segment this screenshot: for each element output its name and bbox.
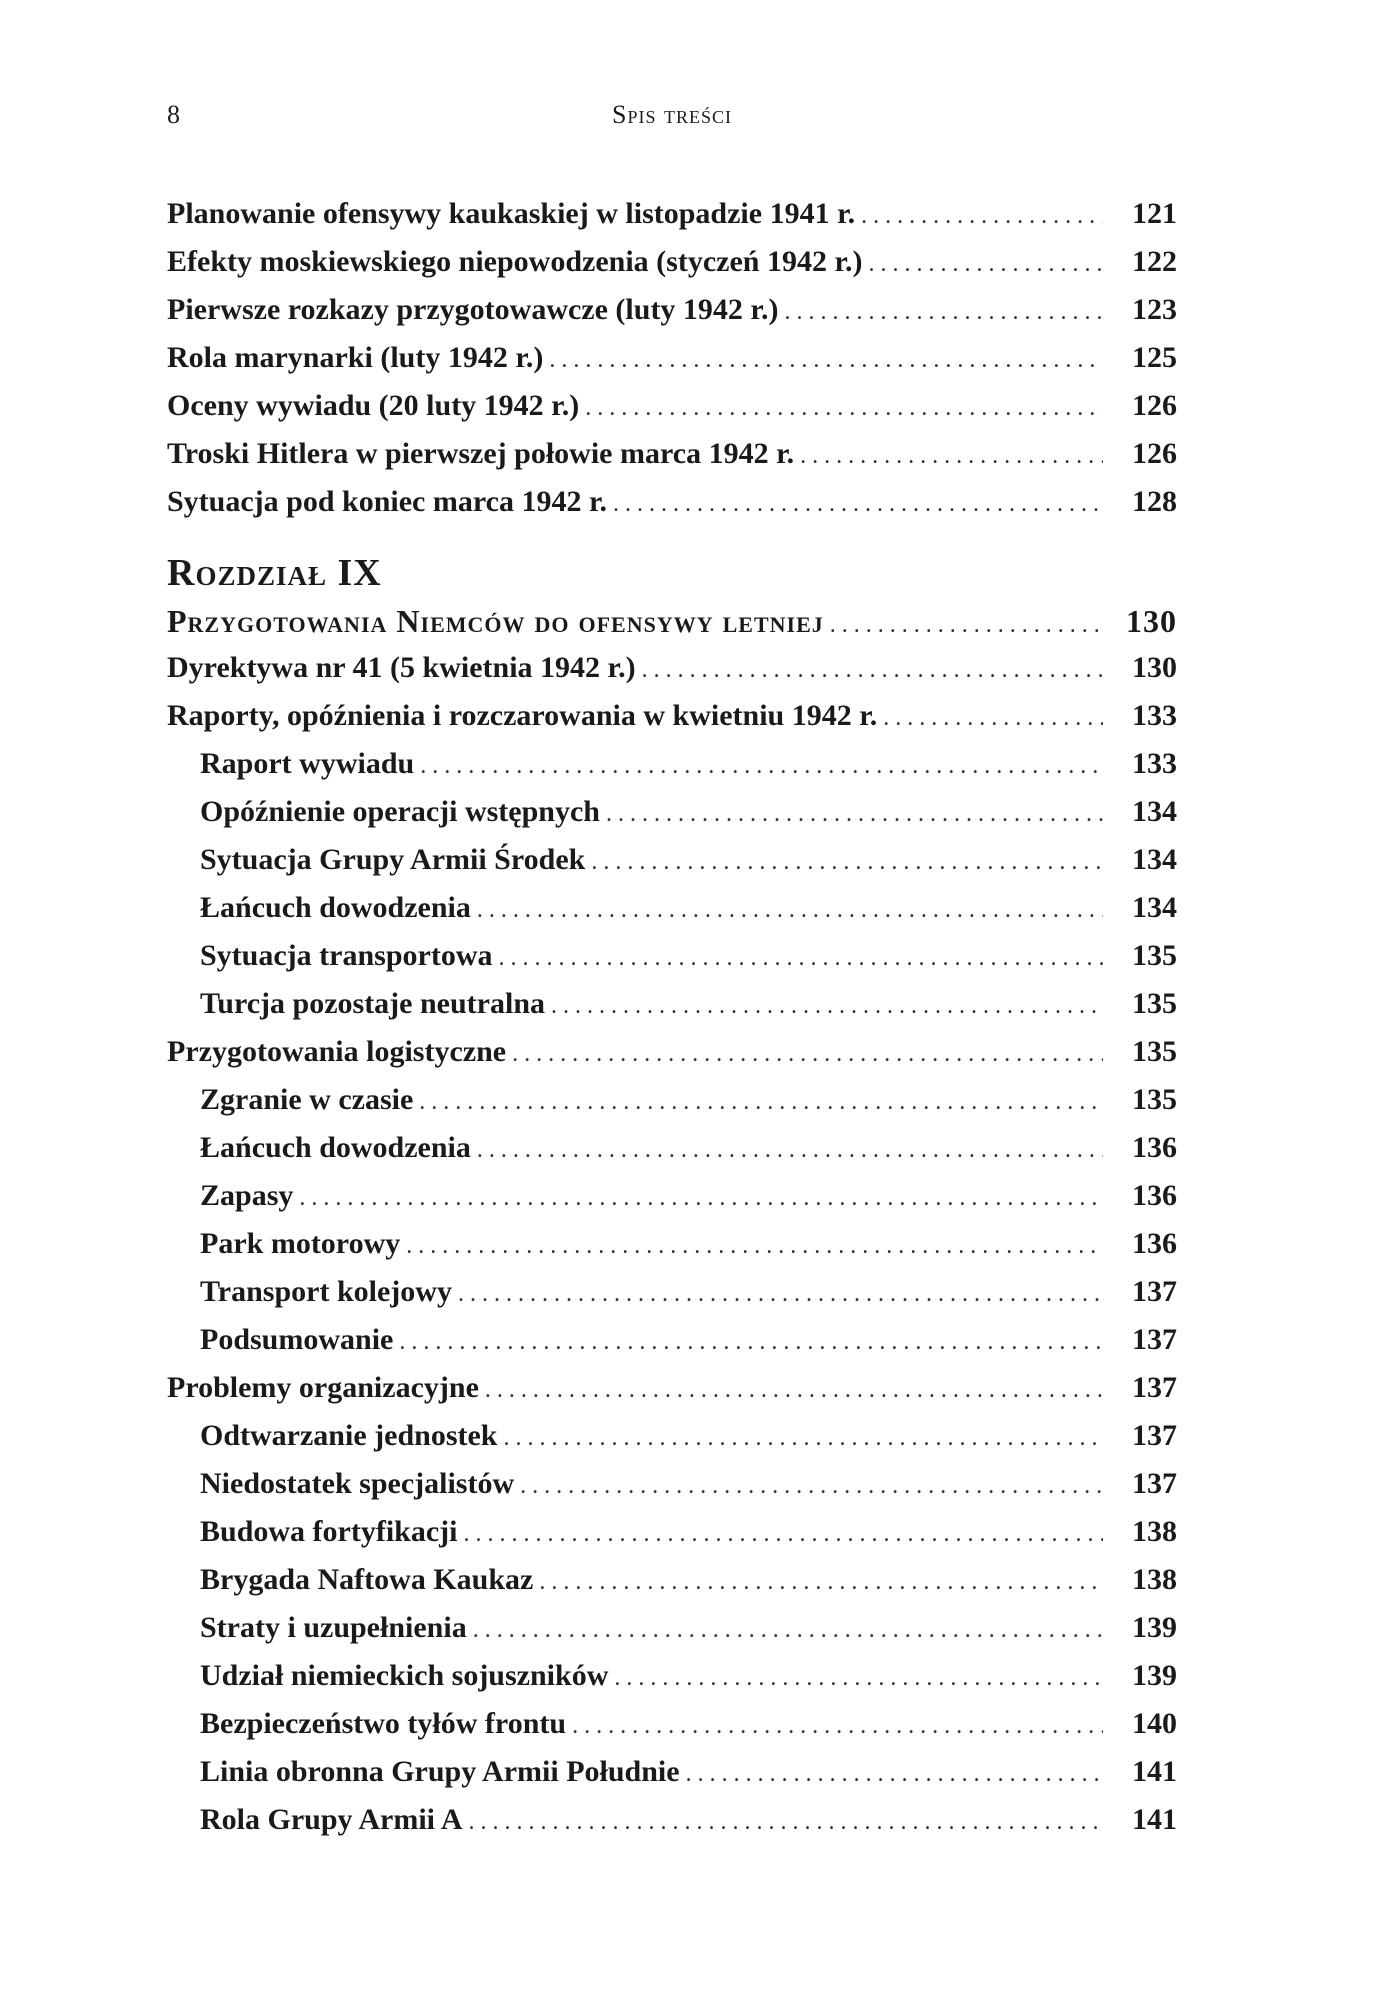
toc-entry-page: 137	[1132, 1275, 1177, 1308]
toc-subentry[interactable]	[167, 1275, 1177, 1323]
dot-leader	[869, 251, 1103, 278]
chapter-page: 130	[1126, 603, 1177, 639]
toc-entry-page: 126	[1132, 389, 1177, 422]
toc-entry[interactable]	[167, 437, 1177, 485]
toc-subentry[interactable]	[167, 1707, 1177, 1755]
dot-leader	[572, 1713, 1103, 1740]
toc-subentry[interactable]	[167, 1467, 1177, 1515]
toc-entry-page: 128	[1132, 485, 1177, 518]
page-number: 8	[167, 100, 180, 129]
toc-entry-page: 135	[1132, 939, 1177, 972]
dot-leader	[473, 1617, 1103, 1644]
dot-leader	[613, 491, 1103, 518]
dot-leader	[299, 1185, 1103, 1212]
toc-subentry[interactable]	[167, 795, 1177, 843]
dot-leader	[585, 395, 1103, 422]
dot-leader	[499, 945, 1104, 972]
toc-entry[interactable]	[167, 1035, 1177, 1083]
toc-subentry[interactable]	[167, 1323, 1177, 1371]
toc-entry-page: 137	[1132, 1467, 1177, 1500]
dot-leader	[784, 299, 1103, 326]
toc-entry-page: 134	[1132, 891, 1177, 924]
toc-entry[interactable]	[167, 389, 1177, 437]
dot-leader	[830, 612, 1103, 639]
toc-entry-page: 133	[1132, 747, 1177, 780]
toc-entry-page: 135	[1132, 987, 1177, 1020]
toc-entry-page: 126	[1132, 437, 1177, 470]
toc-entry-page: 136	[1132, 1179, 1177, 1212]
dot-leader	[539, 1569, 1103, 1596]
toc-entry[interactable]	[167, 245, 1177, 293]
dot-leader	[485, 1377, 1103, 1404]
toc-entry-title: Dyrektywa nr 41 (5 kwietnia 1942 r.)	[167, 651, 636, 684]
toc-entry-page: 139	[1132, 1611, 1177, 1644]
toc-entry-title: Zgranie w czasie	[200, 1083, 414, 1116]
toc-entry-title: Sytuacja Grupy Armii Środek	[200, 843, 586, 876]
toc-entry-title: Łańcuch dowodzenia	[200, 1131, 471, 1164]
toc-entry-page: 137	[1132, 1371, 1177, 1404]
chapter-label: Rozdział IX	[167, 552, 382, 594]
dot-leader	[861, 203, 1103, 230]
page-header	[167, 100, 1177, 140]
toc-entry-page: 121	[1132, 197, 1177, 230]
toc-entry-title: Raport wywiadu	[200, 747, 415, 780]
toc-entry-title: Opóźnienie operacji wstępnych	[200, 795, 600, 828]
toc-entry-title: Niedostatek specjalistów	[200, 1467, 515, 1500]
toc-entry[interactable]	[167, 1371, 1177, 1419]
toc-entry-title: Zapasy	[200, 1179, 294, 1212]
toc-entry-title: Turcja pozostaje neutralna	[200, 987, 545, 1020]
toc-subentry[interactable]	[167, 1563, 1177, 1611]
toc-entry-page: 138	[1132, 1515, 1177, 1548]
dot-leader	[458, 1281, 1103, 1308]
toc-subentry[interactable]	[167, 1803, 1177, 1851]
dot-leader	[606, 801, 1103, 828]
toc-entry[interactable]	[167, 699, 1177, 747]
toc-entry-title: Planowanie ofensywy kaukaskiej w listopadzie 1941 r.	[167, 197, 856, 230]
toc-subentry[interactable]	[167, 843, 1177, 891]
toc-entry[interactable]	[167, 293, 1177, 341]
toc-entry-title: Raporty, opóźnienia i rozczarowania w kwietniu 1942 r.	[167, 699, 878, 732]
dot-leader	[883, 705, 1103, 732]
toc-entry-page: 122	[1132, 245, 1177, 278]
toc-entry-title: Przygotowania logistyczne	[167, 1035, 507, 1068]
toc-entry-title: Rola Grupy Armii A	[200, 1803, 463, 1836]
toc-subentry[interactable]	[167, 1179, 1177, 1227]
toc-entry-page: 123	[1132, 293, 1177, 326]
toc-entry-title: Problemy organizacyjne	[167, 1371, 479, 1404]
dot-leader	[399, 1329, 1103, 1356]
toc-entry-page: 134	[1132, 843, 1177, 876]
toc-entry-title: Straty i uzupełnienia	[200, 1611, 467, 1644]
toc-entry[interactable]	[167, 651, 1177, 699]
chapter-title: Przygotowania Niemców do ofensywy letniej	[167, 603, 824, 639]
toc-subentry[interactable]	[167, 1419, 1177, 1467]
toc-subentry[interactable]	[167, 939, 1177, 987]
toc-entry-title: Park motorowy	[200, 1227, 401, 1260]
toc-entry-title: Rola marynarki (luty 1942 r.)	[167, 341, 544, 374]
toc-entry-page: 130	[1132, 651, 1177, 684]
table-of-contents	[167, 197, 1177, 1851]
dot-leader	[549, 347, 1103, 374]
toc-entry-title: Oceny wywiadu (20 luty 1942 r.)	[167, 389, 580, 422]
chapter-title-entry[interactable]	[167, 603, 1177, 651]
toc-entry-page: 135	[1132, 1083, 1177, 1116]
toc-entry-title: Transport kolejowy	[200, 1275, 452, 1308]
toc-entry-title: Podsumowanie	[200, 1323, 394, 1356]
dot-leader	[420, 753, 1103, 780]
toc-entry-page: 141	[1132, 1755, 1177, 1788]
dot-leader	[686, 1761, 1103, 1788]
toc-entry[interactable]	[167, 341, 1177, 389]
toc-subentry[interactable]	[167, 1755, 1177, 1803]
dot-leader	[591, 849, 1103, 876]
dot-leader	[477, 897, 1103, 924]
toc-entry-page: 136	[1132, 1131, 1177, 1164]
toc-subentry[interactable]	[167, 891, 1177, 939]
toc-entry-page: 125	[1132, 341, 1177, 374]
toc-subentry[interactable]	[167, 1515, 1177, 1563]
toc-subentry[interactable]	[167, 1131, 1177, 1179]
toc-subentry[interactable]	[167, 747, 1177, 795]
toc-entry-page: 135	[1132, 1035, 1177, 1068]
toc-entry-title: Budowa fortyfikacji	[200, 1515, 458, 1548]
dot-leader	[419, 1089, 1103, 1116]
toc-entry-page: 134	[1132, 795, 1177, 828]
toc-entry-page: 136	[1132, 1227, 1177, 1260]
toc-entry-title: Pierwsze rozkazy przygotowawcze (luty 1942 r.)	[167, 293, 779, 326]
running-title: Spis treści	[612, 100, 732, 129]
dot-leader	[503, 1425, 1103, 1452]
toc-entry-title: Łańcuch dowodzenia	[200, 891, 471, 924]
toc-entry-title: Troski Hitlera w pierwszej połowie marca 1942 r.	[167, 437, 795, 470]
dot-leader	[464, 1521, 1104, 1548]
toc-entry-page: 137	[1132, 1323, 1177, 1356]
dot-leader	[520, 1473, 1103, 1500]
toc-entry[interactable]	[167, 197, 1177, 245]
toc-entry-title: Bezpieczeństwo tyłów frontu	[200, 1707, 567, 1740]
toc-entry-page: 139	[1132, 1659, 1177, 1692]
toc-entry[interactable]	[167, 485, 1177, 533]
toc-entry-title: Sytuacja pod koniec marca 1942 r.	[167, 485, 608, 518]
toc-subentry[interactable]	[167, 1659, 1177, 1707]
toc-entry-page: 140	[1132, 1707, 1177, 1740]
toc-entry-page: 138	[1132, 1563, 1177, 1596]
toc-entry-title: Sytuacja transportowa	[200, 939, 493, 972]
toc-entry-title: Odtwarzanie jednostek	[200, 1419, 498, 1452]
toc-entry-page: 133	[1132, 699, 1177, 732]
toc-entry-page: 137	[1132, 1419, 1177, 1452]
dot-leader	[642, 657, 1103, 684]
dot-leader	[614, 1665, 1103, 1692]
dot-leader	[406, 1233, 1103, 1260]
dot-leader	[512, 1041, 1103, 1068]
toc-subentry[interactable]	[167, 987, 1177, 1035]
dot-leader	[800, 443, 1103, 470]
dot-leader	[551, 993, 1103, 1020]
toc-entry-title: Linia obronna Grupy Armii Południe	[200, 1755, 680, 1788]
toc-subentry[interactable]	[167, 1227, 1177, 1275]
toc-entry-title: Efekty moskiewskiego niepowodzenia (styczeń 1942 r.)	[167, 245, 863, 278]
toc-subentry[interactable]	[167, 1611, 1177, 1659]
toc-entry-page: 141	[1132, 1803, 1177, 1836]
dot-leader	[469, 1809, 1103, 1836]
dot-leader	[477, 1137, 1103, 1164]
toc-entry-title: Udział niemieckich sojuszników	[200, 1659, 609, 1692]
toc-entry-title: Brygada Naftowa Kaukaz	[200, 1563, 534, 1596]
toc-subentry[interactable]	[167, 1083, 1177, 1131]
